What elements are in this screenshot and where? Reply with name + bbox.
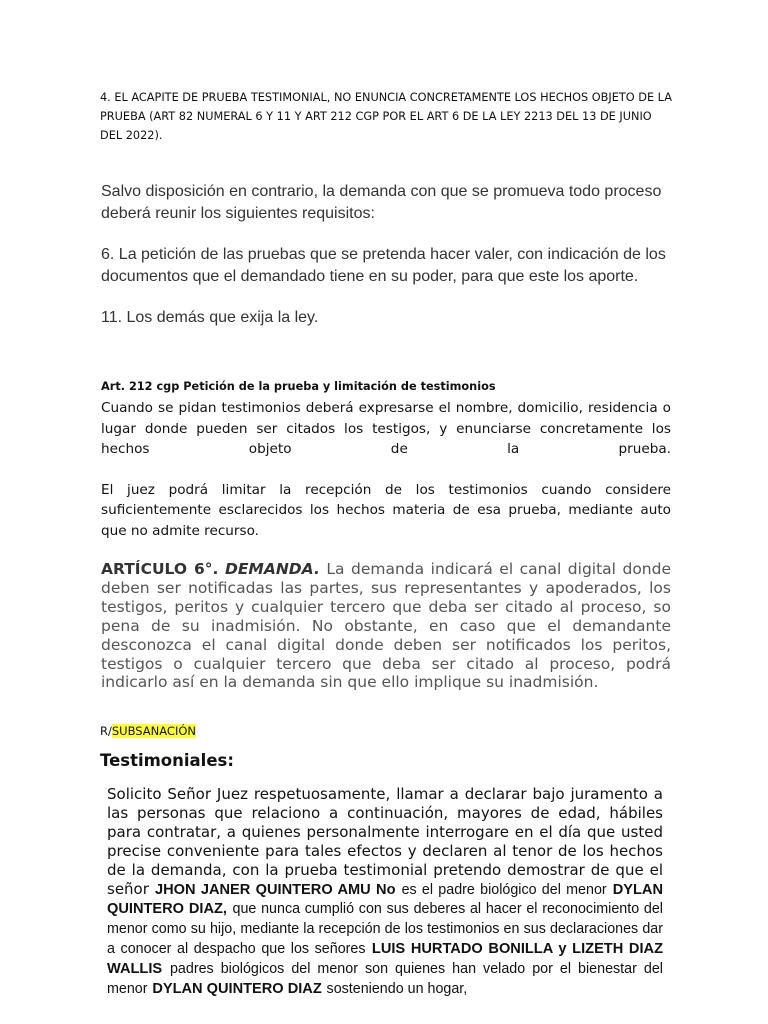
name-luis-lizeth: LUIS HURTADO BONILLA y LIZETH DIAZ WALLIS xyxy=(107,941,663,978)
art82-excerpt xyxy=(101,181,671,329)
art212-body xyxy=(101,398,671,541)
observation-heading: 4. EL ACAPITE DE PRUEBA TESTIMONIAL, NO ENUNCIA CONCRETAMENTE LOS HECHOS OBJETO DE LA PRUEBA (ART 82 NUMERAL 6 Y 11 Y ART 212 CGP POR EL ART 6 DE LA LEY 2213 DEL 13 DE JUNIO DEL 2022). xyxy=(100,91,672,142)
art82-item-6: 6. La petición de las pruebas que se pretenda hacer valer, con indicación de los documentos que el demandado tiene en su poder, para que este los aporte. xyxy=(101,246,666,285)
name-jhon-janer: JHON JANER QUINTERO AMU No xyxy=(154,881,396,898)
art6-title: DEMANDA. xyxy=(224,560,320,578)
art212-paragraph-2: El juez podrá limitar la recepción de los testimonios cuando considere suficientemente esclarecidos los hechos materia de esa prueba, mediante auto que no admite recurso. xyxy=(101,481,671,539)
art6-paragraph xyxy=(101,560,671,692)
art212-paragraph-1: Cuando se pidan testimonios deberá expresarse el nombre, domicilio, residencia o lugar donde pueden ser citados los testigos, y enunciarse concretamente los hechos objeto de la prueba. xyxy=(101,400,671,457)
name-dylan-2: DYLAN QUINTERO DIAZ xyxy=(152,981,322,998)
request-text-4: padres biológicos del menor son quienes han velado por el bienestar del menor xyxy=(107,961,663,998)
subsanacion-marker xyxy=(100,724,196,738)
art82-item-11: 11. Los demás que exija la ley. xyxy=(101,309,319,326)
subsanacion-prefix: R/ xyxy=(100,724,112,738)
art6-label: ARTÍCULO 6°. xyxy=(101,560,219,578)
request-text-3: que nunca cumplió con sus deberes al hacer el reconocimiento del menor como su hijo, mediante la recepción de los testimonios en sus declaraciones dar a conocer al despacho que los señores xyxy=(107,901,663,958)
testimoniales-title: Testimoniales: xyxy=(100,751,234,770)
request-text-5: sosteniendo un hogar, xyxy=(326,981,468,998)
subsanacion-label: SUBSANACIÓN xyxy=(111,724,197,738)
request-text-1: Solicito Señor Juez respetuosamente, llamar a declarar bajo juramento a las personas que relaciono a continuación, mayores de edad, hábiles para contratar, a quienes personalmente interrogare en el día que usted precise conveniente para tales efectos y declaren al tenor de los hechos de la demanda, con la prueba testimonial pretendo demostrar de que el señor xyxy=(107,785,663,898)
art6-text: La demanda indicará el canal digital donde deben ser notificadas las partes, sus representantes y apoderados, los testigos, peritos y cualquier tercero que deba ser citado al proceso, so pena de su inadmisión. No obstante, en caso que el demandante desconozca el canal digital donde deben ser notificados los peritos, testigos o cualquier tercero que deba ser citado al proceso, podrá indicarlo así en la demanda sin que ello implique su inadmisión. xyxy=(101,560,671,692)
request-text-2: es el padre biológico del menor xyxy=(401,881,607,898)
testimoniales-request xyxy=(107,785,663,999)
art212-title: Art. 212 cgp Petición de la prueba y limitación de testimonios xyxy=(101,380,496,393)
art82-intro: Salvo disposición en contrario, la demanda con que se promueva todo proceso deberá reunir los siguientes requisitos: xyxy=(101,183,662,222)
name-dylan-1: DYLAN QUINTERO DIAZ, xyxy=(107,881,663,918)
